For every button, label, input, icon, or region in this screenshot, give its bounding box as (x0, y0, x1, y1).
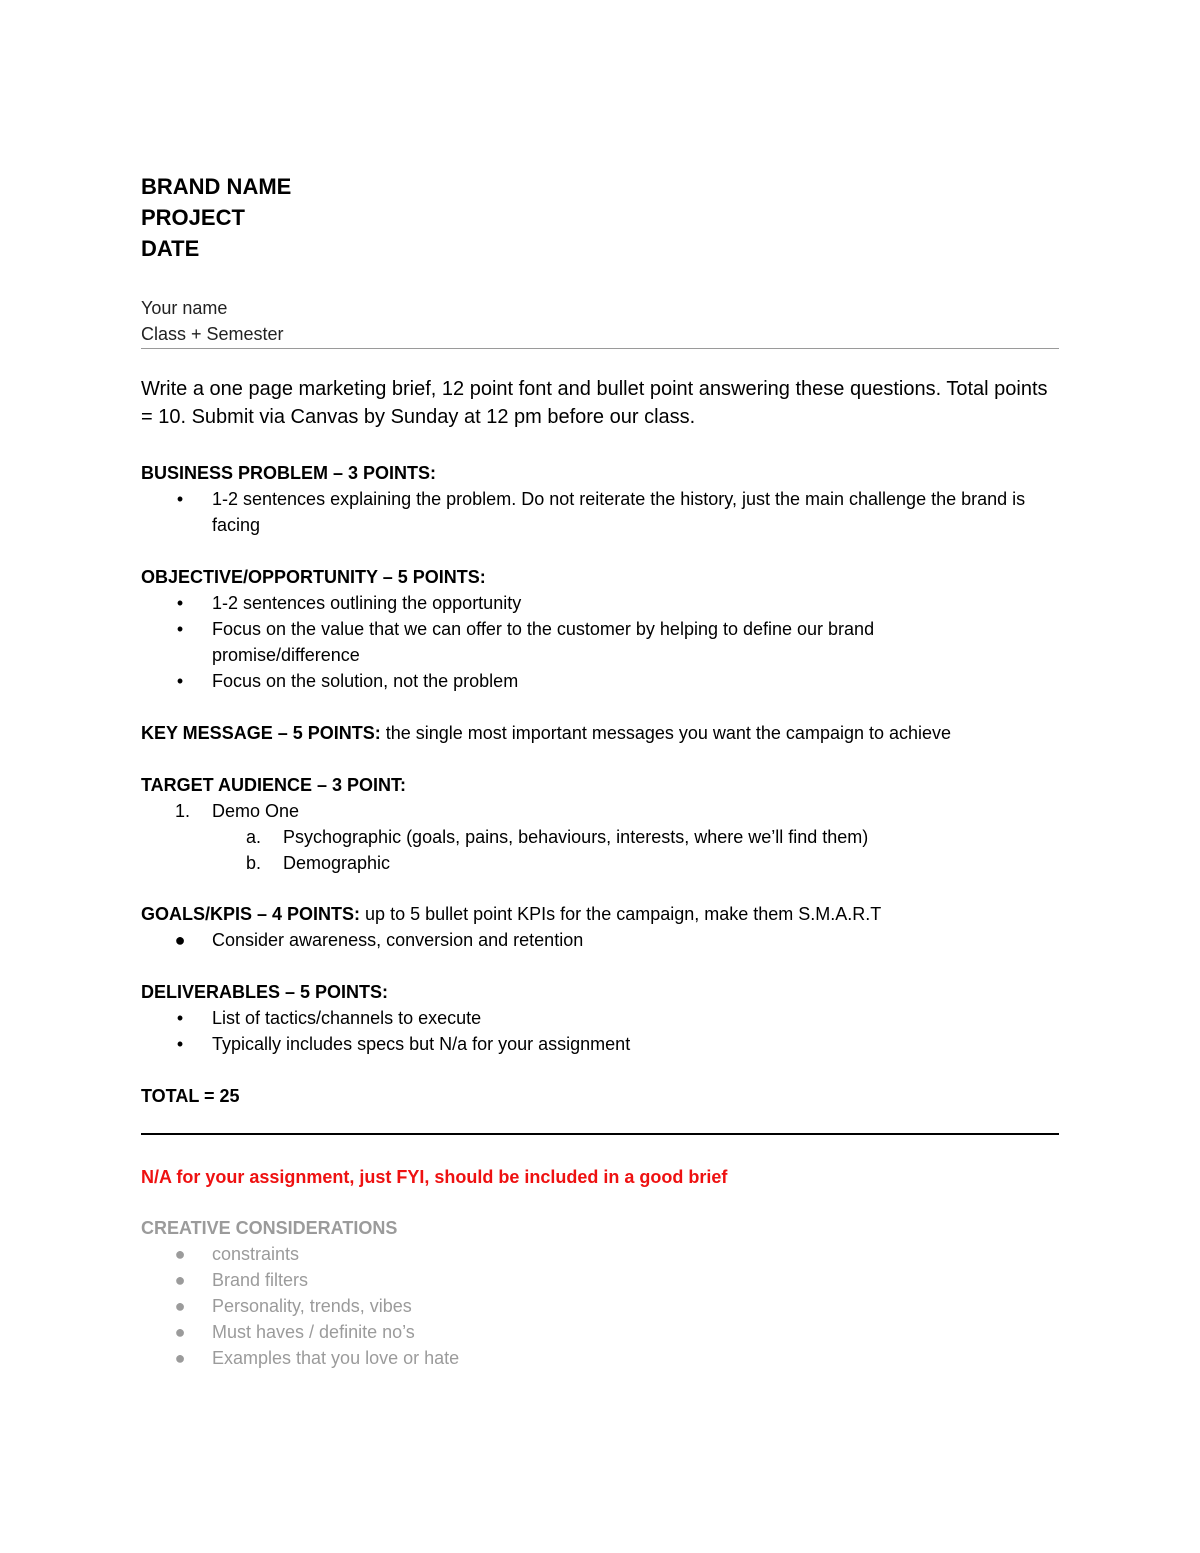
bullet-icon: ● (174, 1244, 186, 1264)
goals-line (141, 901, 881, 927)
business-problem-heading: BUSINESS PROBLEM – 3 POINTS: (141, 463, 437, 483)
total-line: TOTAL = 25 (141, 1086, 240, 1106)
creative-considerations-heading: CREATIVE CONSIDERATIONS (141, 1218, 398, 1238)
class-semester-line: Class + Semester (141, 324, 284, 344)
bullet-icon: ● (174, 930, 186, 950)
bullet-icon: ● (174, 1348, 186, 1368)
document-page: BRAND NAME PROJECT DATE Your name Class + Semester Write a one page marketing brief, 12 point font and bullet point answering these questions. Total points = 10. Submit via Canvas by Sunday at 12 pm before our class. BUSINESS PROBLEM – 3 POINTS: • 1-2 sentences explaining the problem. Do not reiterate the history, just the main challenge the brand is facing OBJECTIVE/OPPORTUNITY – 5 POINTS: • 1-2 sentences outlining the opportunity • Focus on the value that we can offer to the customer by helping to define our brand promise/difference • Focus on the solution, not the problem KEY MESSAGE – 5 POINTS: the single most important messages you want the campaign to achieve TARGET AUDIENCE – 3 POINT: 1. Demo One a. Psychographic (goals, pains, behaviours, interests, where we’ll find them) b. Demographic GOALS/KPIS – 4 POINTS: up to 5 bullet point KPIs for the campaign, make them S.M.A.R.T ● Consider awareness, conversion and retention DELIVERABLES – 5 POINTS: • List of tactics/channels to execute • Typically includes specs but N/a for your assignment TOTAL = 25 N/A for your assignment, just FYI, should be included in a good brief CREATIVE CONSIDERATIONS ● constraints ● Brand filters ● Personality, trends, vibes ● Must haves / definite no’s ● Examples that you love or hate (141, 0, 1059, 1553)
bullet-icon: ● (174, 1270, 186, 1290)
fyi-note: N/A for your assignment, just FYI, should be included in a good brief (141, 1167, 728, 1187)
section-divider (141, 1133, 1059, 1135)
bullet-icon: • (176, 593, 184, 613)
date-heading: DATE (141, 236, 200, 261)
key-message-line (141, 720, 951, 746)
goals-text: up to 5 bullet point KPIs for the campaign, make them S.M.A.R.T (360, 904, 882, 924)
deliverables-heading: DELIVERABLES – 5 POINTS: (141, 982, 389, 1002)
your-name-line: Your name (141, 298, 228, 318)
project-heading: PROJECT (141, 205, 245, 230)
bullet-icon: • (176, 671, 184, 691)
target-audience-heading: TARGET AUDIENCE – 3 POINT: (141, 775, 407, 795)
brand-name-heading: BRAND NAME (141, 174, 292, 199)
bullet-icon: • (176, 1008, 184, 1028)
key-message-heading: KEY MESSAGE – 5 POINTS: (141, 723, 381, 743)
header-divider (141, 348, 1059, 349)
bullet-icon: • (176, 489, 184, 509)
list-letter: a. (246, 827, 262, 847)
objective-heading: OBJECTIVE/OPPORTUNITY – 5 POINTS: (141, 567, 486, 587)
list-letter: b. (246, 853, 262, 873)
bullet-icon: ● (174, 1322, 186, 1342)
bullet-icon: • (176, 1034, 184, 1054)
bullet-icon: • (176, 619, 184, 639)
goals-heading: GOALS/KPIS – 4 POINTS: (141, 904, 361, 924)
bullet-icon: ● (174, 1296, 186, 1316)
list-number: 1. (175, 801, 191, 821)
key-message-text: the single most important messages you want the campaign to achieve (380, 723, 952, 743)
intro-paragraph: Write a one page marketing brief, 12 point font and bullet point answering these questions. Total points = 10. Submit via Canvas by Sunday at 12 pm before our class. (141, 378, 1048, 428)
